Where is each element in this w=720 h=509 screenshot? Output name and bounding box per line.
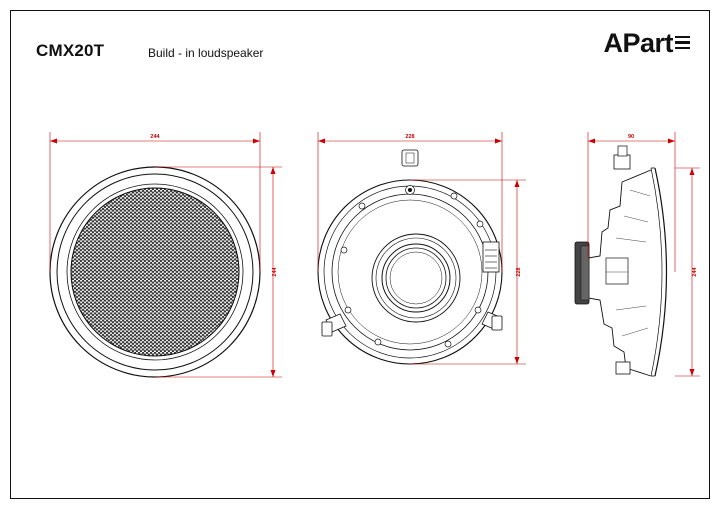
front-width-dimension: 244	[150, 134, 160, 140]
page-title: CMX20T	[36, 41, 105, 60]
rear-height-dimension: 228	[516, 267, 522, 277]
side-height-dimension: 244	[692, 267, 698, 277]
side-width-dimension: 90	[627, 134, 635, 140]
front-height-dimension: 244	[272, 267, 278, 277]
technical-drawing	[10, 10, 710, 499]
rear-width-dimension: 228	[405, 134, 415, 140]
front-view	[50, 132, 282, 377]
side-view	[575, 132, 700, 376]
brand-name: APart	[603, 28, 673, 58]
page-subtitle: Build - in loudspeaker	[148, 46, 264, 60]
rear-view	[318, 132, 526, 364]
